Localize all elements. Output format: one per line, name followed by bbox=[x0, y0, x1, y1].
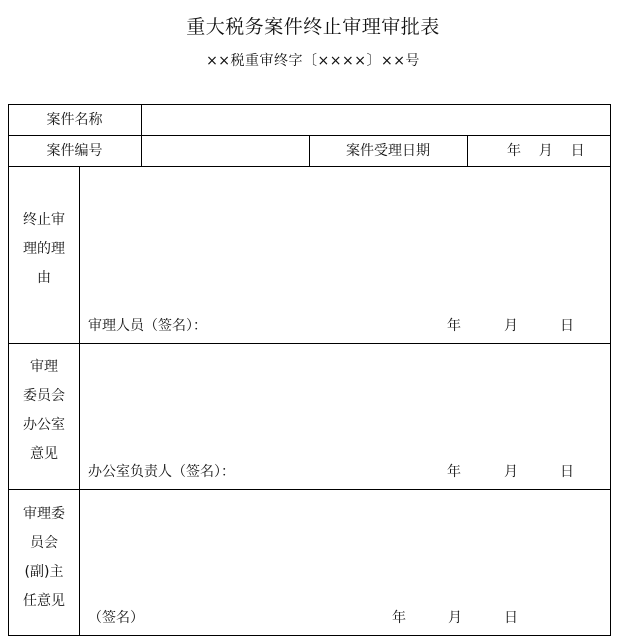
label-line: 审理委 bbox=[23, 506, 65, 522]
label-line: 员会 bbox=[30, 535, 58, 551]
accept-date-label: 案件受理日期 bbox=[346, 143, 430, 159]
day-label: 日 bbox=[560, 464, 574, 480]
year-label: 年 bbox=[447, 464, 461, 480]
director-signature-label: （签名） bbox=[88, 610, 144, 626]
year-label: 年 bbox=[392, 610, 406, 626]
reviewer-signature-label: 审理人员（签名）： bbox=[88, 318, 207, 334]
section-label-office-opinion bbox=[8, 353, 80, 469]
accept-date-value[interactable]: 年 月 日 bbox=[507, 143, 585, 159]
day-label: 日 bbox=[560, 318, 574, 334]
label-line: 由 bbox=[37, 270, 51, 286]
col-divider bbox=[141, 104, 142, 167]
label-line: 审理 bbox=[30, 359, 58, 375]
section-label-termination-reason bbox=[8, 206, 80, 293]
label-line: 任意见 bbox=[23, 593, 65, 609]
section-label-director-opinion bbox=[8, 500, 80, 616]
label-line: 终止审 bbox=[23, 212, 65, 228]
table-border-right bbox=[610, 104, 611, 636]
col-divider bbox=[467, 135, 468, 167]
page-title: 重大税务案件终止审理审批表 bbox=[186, 16, 440, 38]
office-head-signature-label: 办公室负责人（签名）： bbox=[88, 464, 235, 480]
row-divider bbox=[8, 489, 611, 490]
month-label: 月 bbox=[504, 318, 518, 334]
row-divider bbox=[8, 343, 611, 344]
table-border-bottom bbox=[8, 635, 611, 636]
year-label: 年 bbox=[447, 318, 461, 334]
label-line: 办公室 bbox=[23, 417, 65, 433]
label-line: 意见 bbox=[30, 446, 58, 462]
table-border-top bbox=[8, 104, 611, 105]
case-number-label: 案件编号 bbox=[46, 143, 103, 159]
month-label: 月 bbox=[504, 464, 518, 480]
document-number: ××税重审终字〔××××〕××号 bbox=[206, 53, 420, 69]
day-label: 日 bbox=[504, 610, 518, 626]
label-line: 委员会 bbox=[23, 388, 65, 404]
case-name-label: 案件名称 bbox=[46, 112, 103, 128]
label-line: 理的理 bbox=[23, 241, 65, 257]
label-line: (副)主 bbox=[24, 564, 64, 580]
month-label: 月 bbox=[448, 610, 462, 626]
